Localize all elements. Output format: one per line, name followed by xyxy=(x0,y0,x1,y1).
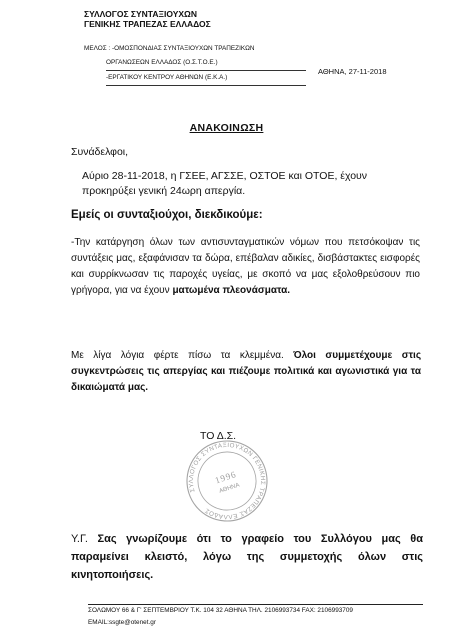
postscript: Υ.Γ. Σας γνωρίζουμε ότι το γραφείο του Συλλόγου μας θα παραμείνει κλειστό, λόγω της συμμετοχής όλων στις κινητοποιήσεις. xyxy=(71,533,423,581)
paragraph-call-to-action: Με λίγα λόγια φέρτε πίσω τα κλεμμένα. Όλοι συμμετέχουμε στις συγκεντρώσεις τις απεργίας και πιέζουμε πολιτικά και αγωνιστικά για τα δικαιώματά μας. xyxy=(71,350,422,393)
organization-name-line1: ΣΥΛΛΟΓΟΣ ΣΥΝΤΑΞΙΟΥΧΩΝ xyxy=(84,9,198,19)
membership-line3: -ΕΡΓΑΤΙΚΟΥ ΚΕΝΤΡΟΥ ΑΘΗΝΩΝ (Ε.Κ.Α.) xyxy=(84,71,306,86)
footer-address: ΣΟΛΩΜΟΥ 66 & Γ' ΣΕΠΤΕΜΒΡΙΟΥ Τ.Κ. 104 32 ΑΘΗΝΑ ΤΗΛ. 2106993734 FAX: 2106993709 xyxy=(88,607,353,614)
membership-line1: ΜΕΛΟΣ : -ΟΜΟΣΠΟΝΔΙΑΣ ΣΥΝΤΑΞΙΟΥΧΩΝ ΤΡΑΠΕΖΙΚΩΝ xyxy=(84,45,255,52)
organization-name xyxy=(84,9,211,29)
footer-email: EMAIL:ssgte@otenet.gr xyxy=(88,619,156,626)
membership-block xyxy=(84,42,306,86)
paragraph-strike-notice: Αύριο 28-11-2018, η ΓΣΕΕ, ΑΓΣΣΕ, ΟΣΤΟΕ και ΟΤΟΕ, έχουν προκηρύξει γενική 24ωρη απεργία. xyxy=(82,170,368,197)
membership-line2: ΟΡΓΑΝΩΣΕΩΝ ΕΛΛΑΔΟΣ (Ο.Σ.Τ.Ο.Ε.) xyxy=(84,56,306,71)
demands-heading: Εμείς οι συνταξιούχοι, διεκδικούμε: xyxy=(71,209,263,221)
seal-city: ΑΘΗΝΑ xyxy=(218,482,241,495)
organization-name-line2: ΓΕΝΙΚΗΣ ΤΡΑΠΕΖΑΣ ΕΛΛΑΔΟΣ xyxy=(84,19,211,29)
footer-divider xyxy=(88,604,423,605)
document-title: ΑΝΑΚΟΙΝΩΣΗ xyxy=(189,122,264,134)
signature-board: ΤΟ Δ.Σ. xyxy=(200,430,237,442)
seal-ring-text: ΣΥΛΛΟΓΟΣ ΣΥΝΤΑΞΙΟΥΧΩΝ ΓΕΝΙΚΗΣ ΤΡΑΠΕΖΑΣ ΕΛΛΑΔΟΣ xyxy=(187,441,267,521)
paragraph-demands: -Την κατάργηση όλων των αντισυνταγματικών νόμων που πετσόκοψαν τις συντάξεις μας, εξαφάνισαν τα δώρα, επέβαλαν αδικίες, δισβάστακτες εισφορές και συρρίκνωσαν τις παροχές υγείας, με σκοπό να μας εξολοθρεύσουν πιο γρήγορα, για να έχουν ματωμένα πλεονάσματα. xyxy=(71,237,420,296)
association-seal-stamp xyxy=(162,436,292,526)
greeting: Συνάδελφοι, xyxy=(71,146,129,158)
footer-contact xyxy=(88,606,353,626)
document-date: ΑΘΗΝΑ, 27-11-2018 xyxy=(318,67,387,76)
seal-year: 1996 xyxy=(213,469,238,486)
